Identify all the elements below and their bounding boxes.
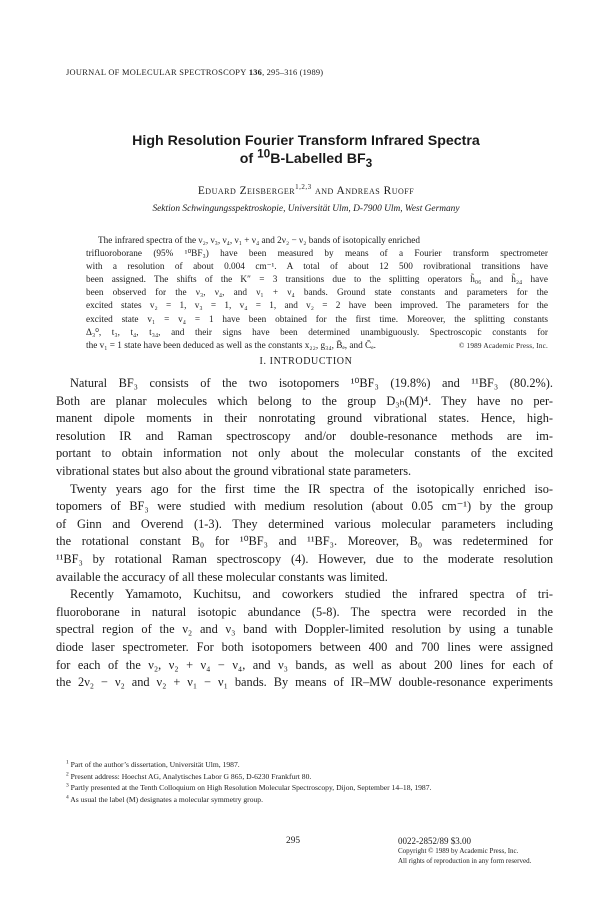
body-line: spectral region of the ν₂ and ν₃ band with Doppler-limited resolution by using a tunable bbox=[56, 622, 553, 637]
abstract-line: excited state v₁ = v₄ = 1 have been obtained for the first time. Moreover, the splitting constants bbox=[86, 314, 548, 325]
title-line-2 bbox=[66, 145, 546, 170]
body-line: Both are planar molecules which belong to the group D₃ₕ(M)⁴. They have no per- bbox=[56, 393, 553, 408]
body-line: Natural BF₃ consists of the two isotopomers ¹⁰BF₃ (19.8%) and ¹¹BF₃ (80.2%). bbox=[70, 376, 553, 390]
title-subscript: 3 bbox=[365, 155, 373, 170]
footnote bbox=[56, 782, 553, 794]
abstract-line: been observed for the ν₃, ν₄, and ν₁ + ν₄ bands. Ground state constants and parameters for the bbox=[86, 288, 548, 299]
abstract-line bbox=[86, 340, 548, 353]
body-line: the rotational constant B₀ for ¹⁰BF₃ and ¹¹BF₃. Moreover, B₀ was redetermined for bbox=[56, 534, 553, 549]
footnote bbox=[56, 794, 553, 806]
abstract-copyright: © 1989 Academic Press, Inc. bbox=[458, 341, 548, 350]
footnote-mark: 2 bbox=[66, 771, 69, 778]
section-heading: I. INTRODUCTION bbox=[259, 356, 353, 367]
footnote-mark: 3 bbox=[66, 782, 69, 789]
body-line: manent dipole moments in their nonrotating ground vibrational states. Hence, high- bbox=[56, 411, 553, 426]
page-number: 295 bbox=[286, 836, 301, 846]
title-line-1: High Resolution Fourier Transform Infrared Spectra bbox=[132, 133, 480, 149]
abstract-line: trifluoroborane (95% ¹⁰BF₃) have been measured by means of a Fourier transform spectrometer bbox=[86, 249, 548, 260]
abstract bbox=[86, 235, 548, 353]
body-line: available the accuracy of all these molecular constants was limited. bbox=[56, 569, 388, 584]
footer-copyright: Copyright © 1989 by Academic Press, Inc. bbox=[398, 847, 519, 855]
body-line: ¹¹BF₃ by rotational Raman spectroscopy (4). However, due to the moderate resolution bbox=[56, 551, 553, 566]
author-1-footnote-marks: 1,2,3 bbox=[295, 183, 312, 192]
body-line: the 2ν₂ − ν₂ and ν₂ + ν₁ − ν₁ bands. By means of IR–MW double-resonance experiments bbox=[56, 675, 553, 690]
footnote-text: Present address: Hoechst AG, Analytisches Labor G 865, D-6230 Frankfurt 80. bbox=[70, 771, 312, 781]
footnote-text: Part of the author’s dissertation, Universität Ulm, 1987. bbox=[70, 760, 240, 769]
footnote-text: As usual the label (M) designates a molecular symmetry group. bbox=[70, 794, 263, 804]
author-1: Eduard Zeisberger bbox=[197, 185, 296, 197]
body-line: topomers of BF₃ were studied with medium resolution (about 0.05 cm⁻¹) by the group bbox=[56, 499, 553, 514]
issn-block bbox=[398, 836, 558, 866]
journal-volume: 136 bbox=[248, 68, 263, 77]
footnote-mark: 1 bbox=[66, 759, 69, 766]
footnote bbox=[56, 759, 553, 771]
title-isotope-mass: 10 bbox=[257, 145, 271, 160]
footnote-text: Partly presented at the Tenth Colloquium on High Resolution Molecular Spectroscopy, Dijon, September 14–18, 1987. bbox=[70, 783, 432, 793]
author-list bbox=[66, 185, 546, 197]
footer-rights: All rights of reproduction in any form reserved. bbox=[398, 856, 532, 865]
title-compound: B-Labelled BF bbox=[270, 150, 366, 167]
body-line: resolution IR and Raman spectroscopy and/or double-resonance methods are im- bbox=[56, 428, 553, 443]
body-line: portant to obtain information not only about the molecular constants of the excited bbox=[56, 446, 553, 461]
abstract-line: The infrared spectra of the ν₂, ν₃, ν₄, ν₁ + ν₄ and 2ν₂ − ν₂ bands of isotopically enriched bbox=[98, 236, 420, 246]
body-line: Twenty years ago for the first time the IR spectra of the isotopically enriched iso- bbox=[70, 481, 553, 496]
body-line: Recently Yamamoto, Kuchitsu, and coworkers studied the infrared spectra of tri- bbox=[70, 587, 553, 602]
abstract-last-line: the v₁ = 1 state have been deduced as well as the constants x₂₂, g₃₄, B̄ₑ, and C̄ₑ. bbox=[86, 340, 376, 351]
body-text bbox=[56, 375, 553, 692]
abstract-line: excited states v₂ = 1, v₃ = 1, v₄ = 1, and v₂ = 2 have been improved. The parameters for the bbox=[86, 301, 548, 312]
paper-title bbox=[66, 133, 546, 168]
journal-name: JOURNAL OF MOLECULAR SPECTROSCOPY bbox=[66, 68, 247, 77]
body-line: of Ginn and Overend (1-3). They determined various molecular parameters including bbox=[56, 516, 553, 531]
journal-header: JOURNAL OF MOLECULAR SPECTROSCOPY 136, 295–316 (1989) bbox=[66, 68, 324, 77]
body-line: diode laser spectrometer. For both isotopomers between 400 and 700 lines were assigned bbox=[56, 639, 553, 654]
body-line: for each of the ν₂, ν₂ + ν₄ − ν₄, and ν₃ bands, as well as about 200 lines for each of bbox=[56, 657, 553, 672]
footnote-mark: 4 bbox=[66, 794, 69, 801]
abstract-line: been assigned. The shifts of the K″ = 3 transitions due to the splitting operators h̃₀₆ and h̃₂₄ have bbox=[86, 275, 548, 286]
author-conjunction: and bbox=[311, 185, 337, 197]
affiliation: Sektion Schwingungsspektroskopie, Universität Ulm, D-7900 Ulm, West Germany bbox=[152, 204, 460, 214]
journal-pages: 295–316 (1989) bbox=[266, 68, 324, 77]
body-line: vibrational states but also about the ground vibrational state parameters. bbox=[56, 463, 412, 478]
footnote bbox=[56, 771, 553, 783]
body-line: fluoroborane in natural isotopic abundance (5-8). The spectra were recorded in the bbox=[56, 604, 553, 619]
footnotes bbox=[56, 759, 553, 805]
title-prefix: of bbox=[239, 150, 258, 167]
author-2: Andreas Ruoff bbox=[336, 185, 415, 197]
abstract-line: Δ₃⁰, t₃, t₄, t₃₄, and their signs have been determined unambiguously. Spectroscopic constants for bbox=[86, 327, 548, 338]
abstract-line: with a resolution of about 0.004 cm⁻¹. A total of about 12 500 rovibrational transitions have bbox=[86, 262, 548, 273]
issn-price: 0022-2852/89 $3.00 bbox=[398, 836, 471, 846]
